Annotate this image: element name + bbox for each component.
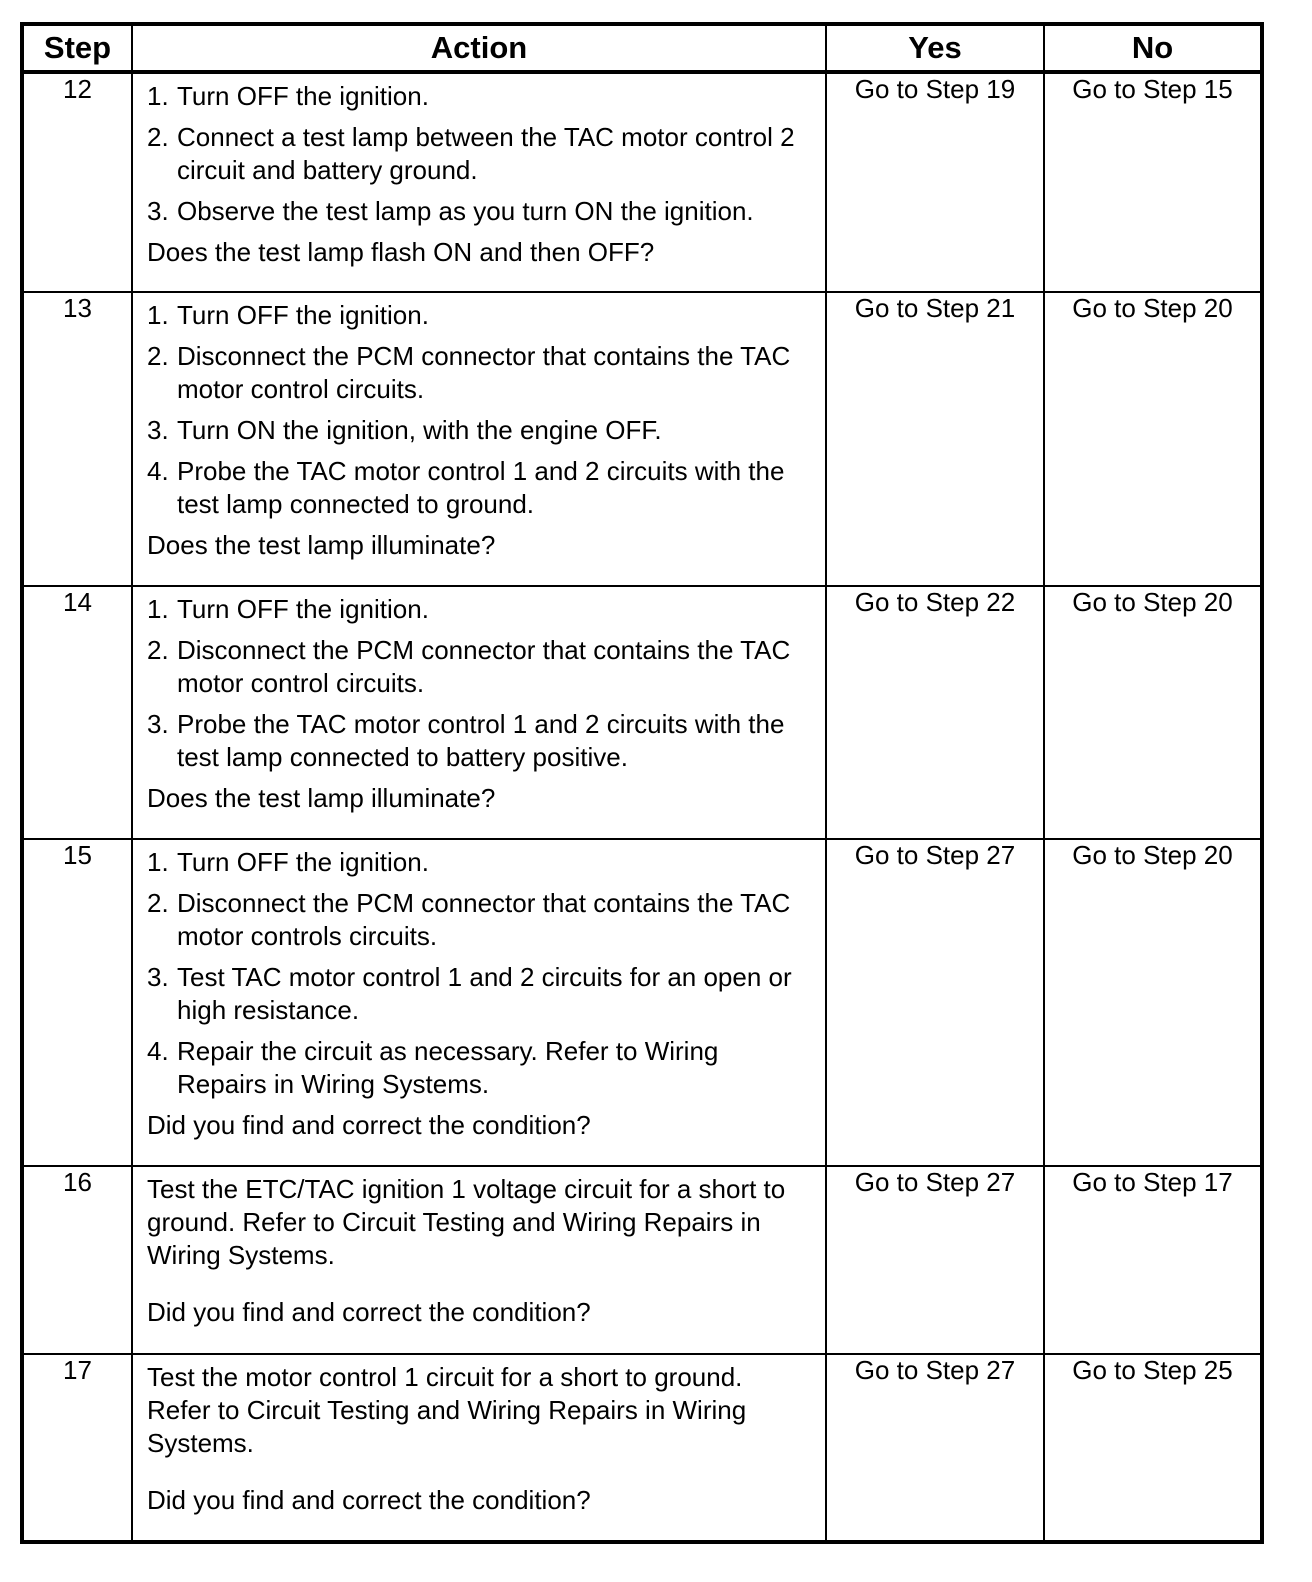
- yes-result: Go to Step 27: [826, 839, 1044, 1166]
- action-step-number: 3.: [147, 709, 169, 739]
- action-step-number: 2.: [147, 635, 169, 665]
- action-step-text: Probe the TAC motor control 1 and 2 circuits with the test lamp connected to battery positive.: [177, 709, 785, 772]
- no-result: Go to Step 20: [1044, 292, 1262, 586]
- table-body: [22, 72, 1262, 1542]
- yes-result: Go to Step 27: [826, 1166, 1044, 1354]
- no-result: Go to Step 15: [1044, 72, 1262, 292]
- action-step: [147, 455, 813, 521]
- action-step-number: 3.: [147, 962, 169, 992]
- action-step-text: Probe the TAC motor control 1 and 2 circuits with the test lamp connected to ground.: [177, 456, 785, 519]
- action-steps-list: [147, 299, 813, 521]
- action-cell: [132, 1354, 826, 1542]
- step-number: 14: [22, 586, 132, 839]
- action-step-text: Observe the test lamp as you turn ON the ignition.: [177, 196, 754, 226]
- action-step-text: Turn ON the ignition, with the engine OFF.: [177, 415, 662, 445]
- header-step: Step: [22, 24, 132, 72]
- action-step: [147, 340, 813, 406]
- no-result: Go to Step 17: [1044, 1166, 1262, 1354]
- action-step-number: 3.: [147, 196, 169, 226]
- table-row: [22, 839, 1262, 1166]
- step-number: 17: [22, 1354, 132, 1542]
- action-steps-list: [147, 80, 813, 228]
- action-step: [147, 593, 813, 626]
- yes-result: Go to Step 22: [826, 586, 1044, 839]
- action-question: Did you find and correct the condition?: [147, 1297, 591, 1327]
- action-step-text: Turn OFF the ignition.: [177, 300, 429, 330]
- action-text: Test the ETC/TAC ignition 1 voltage circuit for a short to ground. Refer to Circuit Testing and Wiring Repairs in Wiring Systems.: [147, 1174, 786, 1270]
- action-step-text: Turn OFF the ignition.: [177, 594, 429, 624]
- action-cell: [132, 1166, 826, 1354]
- action-step-number: 2.: [147, 888, 169, 918]
- action-cell: [132, 292, 826, 586]
- action-step-text: Turn OFF the ignition.: [177, 81, 429, 111]
- action-step-text: Disconnect the PCM connector that contains the TAC motor controls circuits.: [177, 888, 791, 951]
- action-cell: [132, 839, 826, 1166]
- yes-result: Go to Step 19: [826, 72, 1044, 292]
- action-step: [147, 195, 813, 228]
- action-question: Did you find and correct the condition?: [147, 1485, 591, 1515]
- action-step-number: 2.: [147, 122, 169, 152]
- step-number: 12: [22, 72, 132, 292]
- action-question: Did you find and correct the condition?: [147, 1110, 591, 1140]
- action-steps-list: [147, 846, 813, 1101]
- action-step: [147, 414, 813, 447]
- action-step: [147, 846, 813, 879]
- table-row: [22, 586, 1262, 839]
- action-question: Does the test lamp flash ON and then OFF?: [147, 237, 655, 267]
- action-step: [147, 121, 813, 187]
- action-step: [147, 80, 813, 113]
- action-step-text: Connect a test lamp between the TAC motor control 2 circuit and battery ground.: [177, 122, 795, 185]
- action-question: Does the test lamp illuminate?: [147, 530, 496, 560]
- header-action: Action: [132, 24, 826, 72]
- step-number: 15: [22, 839, 132, 1166]
- no-result: Go to Step 20: [1044, 839, 1262, 1166]
- no-result: Go to Step 25: [1044, 1354, 1262, 1542]
- action-cell: [132, 586, 826, 839]
- table-row: [22, 292, 1262, 586]
- no-result: Go to Step 20: [1044, 586, 1262, 839]
- step-number: 16: [22, 1166, 132, 1354]
- table-row: [22, 72, 1262, 292]
- action-question: Does the test lamp illuminate?: [147, 783, 496, 813]
- header-row: [22, 24, 1262, 72]
- action-steps-list: [147, 593, 813, 774]
- step-number: 13: [22, 292, 132, 586]
- diagnostic-table: [20, 22, 1264, 1544]
- action-step-number: 1.: [147, 594, 169, 624]
- yes-result: Go to Step 27: [826, 1354, 1044, 1542]
- action-step-number: 1.: [147, 300, 169, 330]
- action-step-number: 2.: [147, 341, 169, 371]
- action-step: [147, 299, 813, 332]
- action-step-number: 3.: [147, 415, 169, 445]
- action-step-number: 1.: [147, 847, 169, 877]
- header-no: No: [1044, 24, 1262, 72]
- action-step-text: Disconnect the PCM connector that contains the TAC motor control circuits.: [177, 635, 791, 698]
- action-text: Test the motor control 1 circuit for a short to ground. Refer to Circuit Testing and Wiring Repairs in Wiring Systems.: [147, 1362, 747, 1458]
- action-step-text: Turn OFF the ignition.: [177, 847, 429, 877]
- action-step-text: Repair the circuit as necessary. Refer to Wiring Repairs in Wiring Systems.: [177, 1036, 719, 1099]
- header-yes: Yes: [826, 24, 1044, 72]
- action-step: [147, 887, 813, 953]
- action-step-text: Test TAC motor control 1 and 2 circuits for an open or high resistance.: [177, 962, 792, 1025]
- table-row: [22, 1354, 1262, 1542]
- action-step: [147, 1035, 813, 1101]
- action-step-number: 4.: [147, 1036, 169, 1066]
- yes-result: Go to Step 21: [826, 292, 1044, 586]
- action-step: [147, 634, 813, 700]
- table-row: [22, 1166, 1262, 1354]
- action-step: [147, 961, 813, 1027]
- action-step: [147, 708, 813, 774]
- action-step-text: Disconnect the PCM connector that contains the TAC motor control circuits.: [177, 341, 791, 404]
- action-step-number: 1.: [147, 81, 169, 111]
- action-step-number: 4.: [147, 456, 169, 486]
- action-cell: [132, 72, 826, 292]
